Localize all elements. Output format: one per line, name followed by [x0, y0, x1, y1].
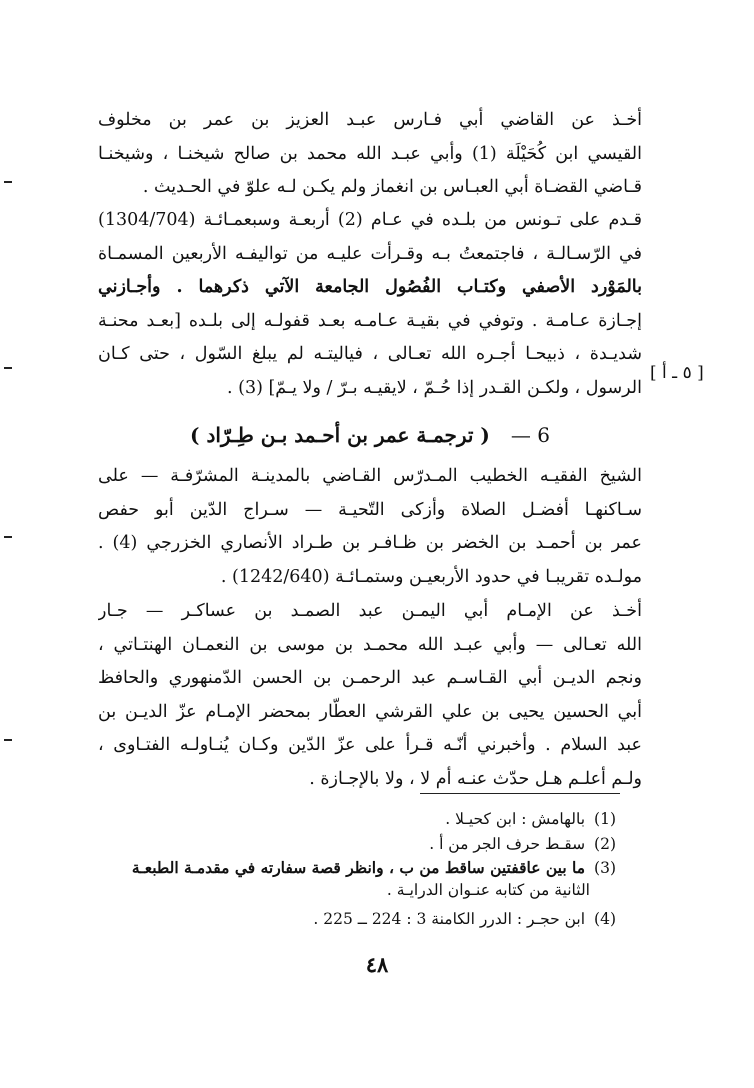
text-line: عمر بن أحمـد بن الخضر بن ظـافـر بن طـراد الأنصاري الخزرجي (4) . [98, 533, 642, 553]
footnote-number: (1) [594, 810, 616, 828]
footnote-number: (2) [594, 835, 616, 853]
text-line: مولـده تقريبـا في حدود الأربعيـن وستمـائـة (1242/640) . [220, 566, 642, 587]
text-line: قـاضي القضـاة أبي العبـاس بن انغماز ولم يكـن لـه علوّ في الحـديث . [142, 177, 642, 197]
footnote-number: (4) [594, 910, 616, 928]
footnote-text-continued: الثانية من كتابه عنـوان الدرايـة . [386, 881, 590, 899]
text-line: قـدم على تـونس من بلـده في عـام (2) أربعـة وسبعمـائـة (1304/704) [98, 210, 642, 230]
text-line: أخـذ عن القاضي أبي فـارس عبـد العزيز بن عمر بن مخلوف [98, 110, 642, 130]
text-line: شديـدة ، ذبيحـا أجـره الله تعـالى ، فياليتـه لم يبلغ السّول ، حتى كـان [98, 344, 642, 364]
text-line: عبد السلام . وأخبرني أنّـه قـرأ على عزّ الدّين وكـان يُنـاولـه الفتـاوى ، [98, 735, 642, 755]
text-line: أخـذ عن الإمـام أبي اليمـن عبد الصمـد بن عساكـر — جـار [98, 601, 642, 621]
text-line: القيسي ابن كُحَيْلَة (1) وأبي عبـد الله محمد بن صالح شيخنـا ، وشيخنـا [98, 143, 642, 164]
text-line: ولـم أعلـم هـل حدّث عنـه أم لا ، ولا بالإجـازة . [309, 768, 642, 789]
paragraph-4 [98, 595, 642, 796]
footnote-1 [98, 808, 616, 830]
footnote-number: (3) [594, 859, 616, 877]
text-line: إجـازة عـامـة . وتوفي في بقيـة عـامـه بعـد قفولـه إلى بلـده [بعـد محنـة [98, 310, 642, 331]
text-line: ونجم الديـن أبي القـاسـم عبد الرحمـن بن الحسن الدّمنهوري والحافظ [98, 668, 642, 688]
footnote-text: ابن حجـر : الدرر الكامنة 3 : 224 ــ 225 . [313, 910, 586, 928]
margin-tick [4, 739, 12, 741]
margin-tick [4, 536, 12, 538]
manuscript-folio-marker: [ ٥ ـ أ ] [650, 363, 704, 383]
heading-number: 6 — [510, 423, 550, 447]
section-heading [98, 418, 642, 452]
page-number: ٤٨ [365, 952, 389, 977]
footnote-text: ما بين عاقفتين ساقط من ب ، وانظر قصة سفارته في مقدمـة الطبعـة [131, 858, 586, 877]
text-line: الرسول ، ولكـن القـدر إذا حُـمّ ، لايقيـه بـرّ / ولا يـمّ] (3) . [227, 377, 642, 398]
footnote-text: بالهامش : ابن كحيـلا . [445, 810, 586, 828]
text-line: الله تعـالى — وأبي عبـد الله محمـد بن موسى بن النعمـان الهنتـاتي ، [98, 634, 642, 655]
text-line: سـاكنهـا أفضـل الصلاة وأزكى التّحيـة — سـراج الدّين أبو حفص [98, 499, 642, 520]
margin-tick [4, 367, 12, 369]
paragraph-2 [98, 204, 642, 405]
text-line: الشيخ الفقيـه الخطيب المـدرّس القـاضي بالمدينـة المشرّفـة — على [98, 466, 642, 486]
footnote-2 [98, 833, 616, 855]
text-line: أبي الحسين يحيى بن علي القرشي العطّار بمحضر الإمـام عزّ الديـن بن [98, 701, 642, 722]
paragraph-3 [98, 460, 642, 594]
text-line: بالمَوْرد الأصفي وكتـاب الفُصُول الجامعة الآتي ذكرهما . وأجـازني [98, 277, 642, 297]
heading-title: ( ترجمـة عمر بن أحـمد بـن طِـرّاد ) [190, 423, 490, 447]
footnote-text: سقـط حرف الجر من أ . [429, 835, 586, 853]
footnote-divider [420, 793, 620, 794]
footnote-4 [98, 908, 616, 930]
text-line: في الرّسـالـة ، فاجتمعتُ بـه وقـرأت عليـه من تواليفـه الأربعين المسمـاة [98, 243, 642, 264]
margin-tick [4, 181, 12, 183]
footnote-3 [98, 857, 616, 901]
paragraph-1 [98, 104, 642, 205]
